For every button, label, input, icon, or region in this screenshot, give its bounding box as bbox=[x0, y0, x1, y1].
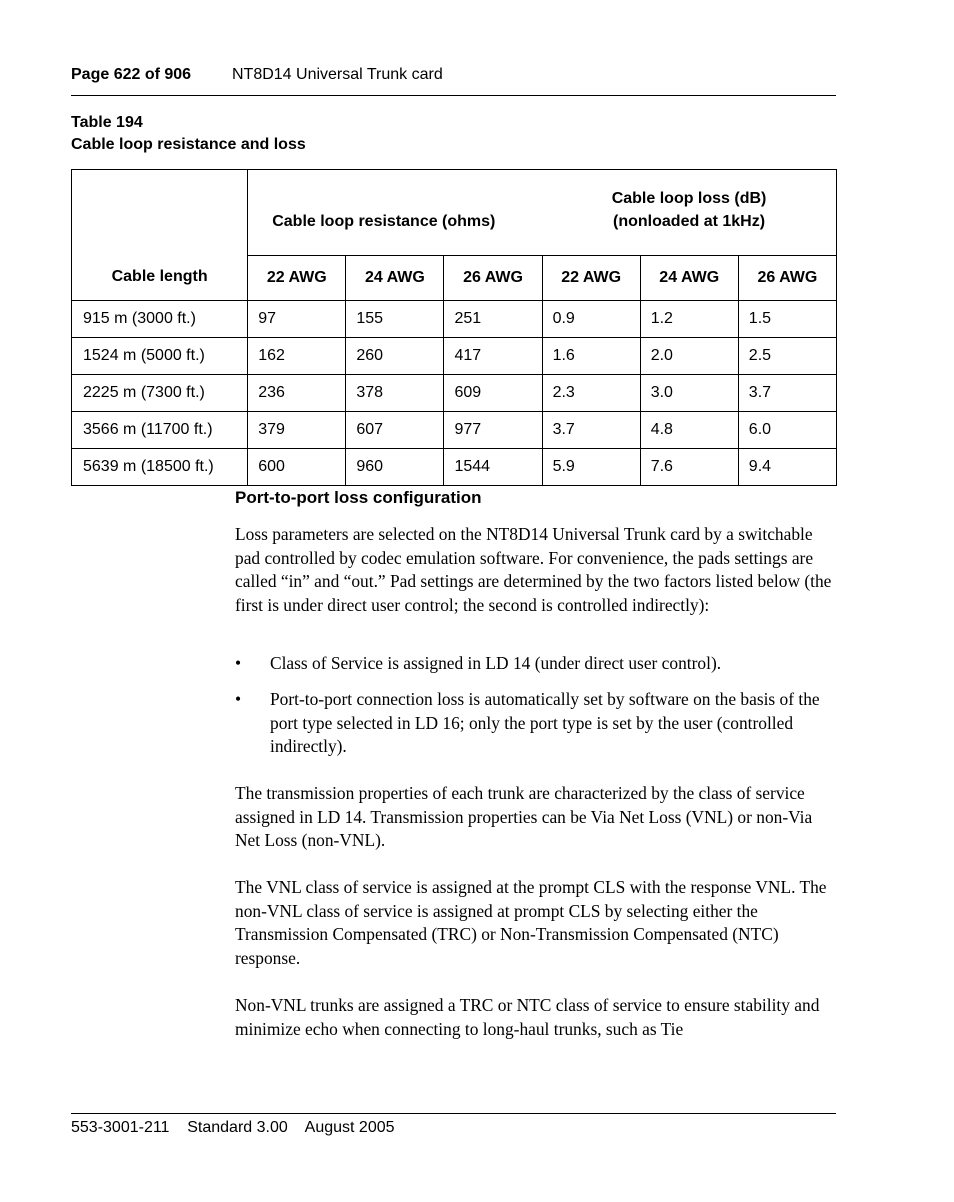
col-group-resistance: Cable loop resistance (ohms) bbox=[248, 170, 542, 256]
paragraph: The transmission properties of each trunk are characterized by the class of service assigned in LD 14. Transmission properties can be Via Net Loss (VNL) or non-Via Net Loss (non-VNL). bbox=[235, 783, 813, 851]
table-cell: 977 bbox=[444, 412, 542, 449]
table-cell: 3.7 bbox=[542, 412, 640, 449]
table-cell: 7.6 bbox=[640, 449, 738, 486]
table-cell: 236 bbox=[248, 375, 346, 412]
col-header-awg: 22 AWG bbox=[248, 256, 346, 301]
bullet-marker: • bbox=[235, 689, 242, 709]
footer-rule bbox=[71, 1113, 836, 1114]
table-row bbox=[72, 338, 837, 375]
table-cell: 6.0 bbox=[738, 412, 836, 449]
cable-loop-table bbox=[71, 169, 837, 486]
col-header-awg: 26 AWG bbox=[444, 256, 542, 301]
bullet-text: Port-to-port connection loss is automatically set by software on the basis of the port type selected in LD 16; only the port type is set by the user (controlled indirectly). bbox=[270, 689, 820, 757]
table-row bbox=[72, 375, 837, 412]
standard-version: Standard 3.00 bbox=[187, 1119, 288, 1136]
table-cell: 155 bbox=[346, 301, 444, 338]
table-cell: 4.8 bbox=[640, 412, 738, 449]
table-cell: 607 bbox=[346, 412, 444, 449]
page-header bbox=[71, 66, 836, 84]
table-cell: 9.4 bbox=[738, 449, 836, 486]
table-cell: 1.2 bbox=[640, 301, 738, 338]
paragraph: Non-VNL trunks are assigned a TRC or NTC class of service to ensure stability and minimize echo when connecting to long-haul trunks, such as Tie bbox=[235, 995, 820, 1039]
col-header-awg: 24 AWG bbox=[640, 256, 738, 301]
table-header-row bbox=[72, 170, 837, 256]
paragraph: Loss parameters are selected on the NT8D14 Universal Trunk card by a switchable pad controlled by codec emulation software. For convenience, the pads settings are called “in” and “out.” Pad settings are determined by the two factors listed below (the first is under direct user control; the second is controlled indirectly): bbox=[235, 524, 832, 616]
table-cell: 915 m (3000 ft.) bbox=[72, 301, 248, 338]
table-caption: Cable loop resistance and loss bbox=[71, 136, 306, 153]
document-number: 553-3001-211 bbox=[71, 1119, 170, 1136]
table-cell: 609 bbox=[444, 375, 542, 412]
table-row bbox=[72, 301, 837, 338]
col-header-awg: 22 AWG bbox=[542, 256, 640, 301]
table-cell: 600 bbox=[248, 449, 346, 486]
table-cell: 1524 m (5000 ft.) bbox=[72, 338, 248, 375]
loss-header-line1: Cable loop loss (dB) bbox=[611, 189, 767, 207]
table-cell: 5639 m (18500 ft.) bbox=[72, 449, 248, 486]
page-number: Page 622 of 906 bbox=[71, 66, 192, 83]
table-cell: 0.9 bbox=[542, 301, 640, 338]
table-cell: 1.6 bbox=[542, 338, 640, 375]
col-header-awg: 26 AWG bbox=[738, 256, 836, 301]
col-group-loss bbox=[542, 170, 836, 256]
table-row bbox=[72, 412, 837, 449]
table-number: Table 194 bbox=[71, 114, 143, 131]
table-cell: 379 bbox=[248, 412, 346, 449]
document-title: NT8D14 Universal Trunk card bbox=[232, 66, 443, 83]
header-rule bbox=[71, 95, 836, 96]
table-row bbox=[72, 449, 837, 486]
publication-date: August 2005 bbox=[304, 1119, 395, 1136]
table-cell: 97 bbox=[248, 301, 346, 338]
table-cell: 3.0 bbox=[640, 375, 738, 412]
table-cell: 417 bbox=[444, 338, 542, 375]
table-cell: 2.3 bbox=[542, 375, 640, 412]
paragraph: The VNL class of service is assigned at the prompt CLS with the response VNL. The non-VNL class of service is assigned at prompt CLS by selecting either the Transmission Compensated (TRC) or Non-Transmission Compensated (NTC) response. bbox=[235, 877, 827, 969]
section-heading: Port-to-port loss configuration bbox=[235, 488, 482, 507]
bullet-marker: • bbox=[235, 653, 242, 673]
table-cell: 3566 m (11700 ft.) bbox=[72, 412, 248, 449]
table-cell: 162 bbox=[248, 338, 346, 375]
page-footer bbox=[71, 1119, 395, 1137]
table-cell: 2.0 bbox=[640, 338, 738, 375]
table-cell: 251 bbox=[444, 301, 542, 338]
col-header-cable-length: Cable length bbox=[72, 170, 248, 301]
table-cell: 3.7 bbox=[738, 375, 836, 412]
table-cell: 960 bbox=[346, 449, 444, 486]
table-cell: 1.5 bbox=[738, 301, 836, 338]
table-cell: 5.9 bbox=[542, 449, 640, 486]
col-header-awg: 24 AWG bbox=[346, 256, 444, 301]
table-cell: 260 bbox=[346, 338, 444, 375]
table-cell: 2.5 bbox=[738, 338, 836, 375]
loss-header-line2: (nonloaded at 1kHz) bbox=[613, 212, 766, 230]
table-cell: 1544 bbox=[444, 449, 542, 486]
table-cell: 2225 m (7300 ft.) bbox=[72, 375, 248, 412]
table-cell: 378 bbox=[346, 375, 444, 412]
bullet-text: Class of Service is assigned in LD 14 (under direct user control). bbox=[270, 653, 722, 673]
